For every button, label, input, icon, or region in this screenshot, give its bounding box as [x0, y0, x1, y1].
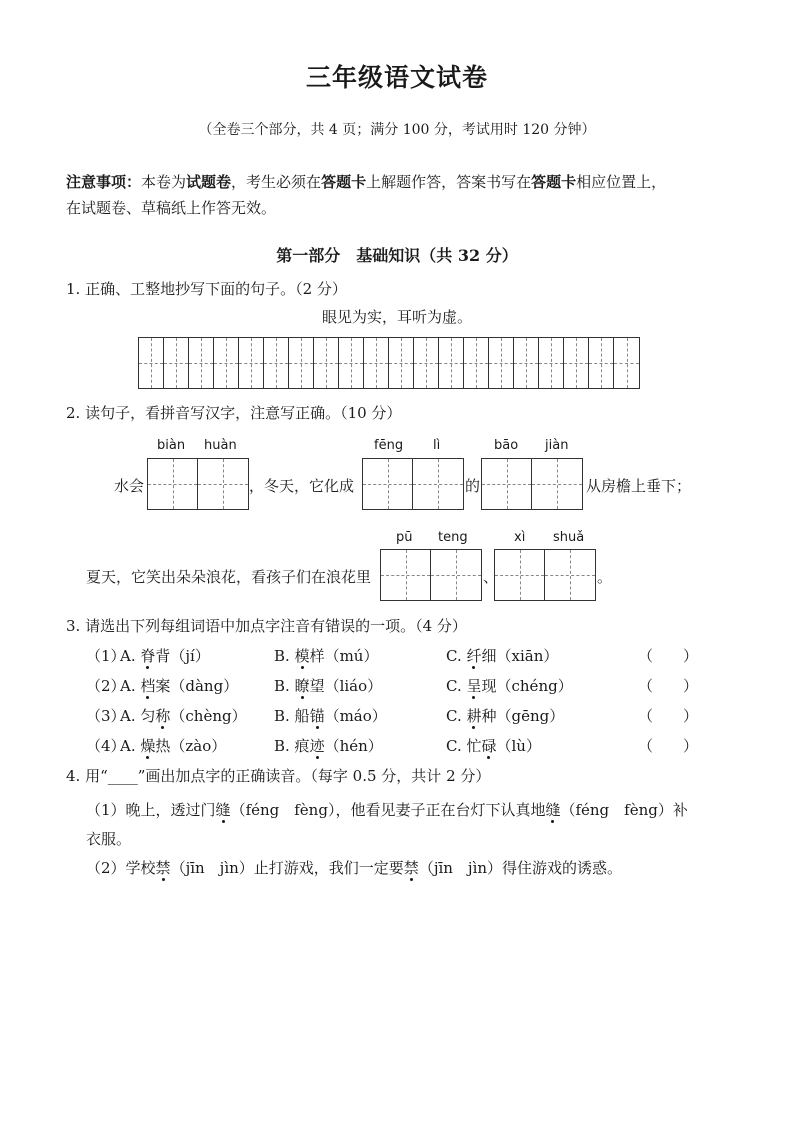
- answer-parentheses[interactable]: （ ）: [638, 677, 699, 695]
- copy-sentence: 眼见为实，耳听为虚。: [321, 308, 472, 326]
- writing-cell[interactable]: [364, 338, 389, 388]
- option-text: 现（chéng）: [481, 677, 573, 695]
- question-4: 4. 用“____”画出加点字的正确读音。（每字 0.5 分，共计 2 分）: [66, 767, 491, 785]
- notice-text: ，考生必须在: [231, 173, 322, 191]
- option-text: B. 船: [274, 707, 310, 725]
- option-text: 样（mú）: [309, 647, 379, 665]
- writing-cell[interactable]: [514, 338, 539, 388]
- pinyin-feng: fēng: [374, 438, 404, 453]
- writing-cell[interactable]: [431, 550, 481, 600]
- pinyin-jian: jiàn: [545, 438, 569, 453]
- dotted-char: 脊: [140, 647, 156, 665]
- option-text: 望（liáo）: [309, 677, 383, 695]
- answer-parentheses[interactable]: （ ）: [638, 647, 699, 665]
- sentence-text: 。: [597, 568, 613, 586]
- writing-cell[interactable]: [539, 338, 564, 388]
- writing-cell[interactable]: [414, 338, 439, 388]
- option-text: C.: [446, 647, 467, 665]
- sentence-text: 从房檐上垂下；: [586, 477, 692, 495]
- writing-cell[interactable]: [564, 338, 589, 388]
- writing-cell[interactable]: [532, 459, 582, 509]
- q3-row-number: （2）: [86, 677, 126, 695]
- exam-title: 三年级语文试卷: [305, 63, 488, 92]
- option-text: （chèng）: [170, 707, 247, 725]
- notice-line-1: [66, 171, 666, 192]
- question-2: 2. 读句子，看拼音写汉字，注意写正确。（10 分）: [66, 404, 402, 422]
- pinyin-bian: biàn: [157, 438, 186, 453]
- writing-cell[interactable]: [264, 338, 289, 388]
- option-text: 种（gēng）: [481, 707, 565, 725]
- sentence-text: 、: [483, 568, 499, 586]
- writing-cell[interactable]: [495, 550, 545, 600]
- notice-bold: 试题卷: [186, 173, 232, 191]
- writing-cell[interactable]: [239, 338, 264, 388]
- option-text: （hén）: [324, 737, 383, 755]
- q4-text[interactable]: （féng fèng），他看见妻子正在台灯下认真地: [230, 801, 546, 819]
- option-text: （lù）: [496, 737, 541, 755]
- writing-cell[interactable]: [589, 338, 614, 388]
- notice-bold: 答题卡: [531, 173, 577, 191]
- option-text: （máo）: [324, 707, 387, 725]
- q3-row-number: （4）: [86, 737, 126, 755]
- dotted-char: 禁: [155, 859, 171, 877]
- writing-cell[interactable]: [314, 338, 339, 388]
- notice-text: 上解题作答，答案书写在: [366, 173, 532, 191]
- pinyin-xi: xì: [514, 530, 526, 545]
- answer-parentheses[interactable]: （ ）: [638, 737, 699, 755]
- q3-option-c[interactable]: [446, 705, 564, 726]
- sentence-text: 夏天，它笑出朵朵浪花，看孩子们在浪花里: [86, 568, 372, 586]
- writing-cell[interactable]: [164, 338, 189, 388]
- dotted-char: 耕: [466, 707, 482, 725]
- dotted-char: 迹: [309, 737, 325, 755]
- writing-cell[interactable]: [489, 338, 514, 388]
- pinyin-teng: teng: [438, 530, 468, 545]
- option-text: B.: [274, 677, 295, 695]
- writing-cell[interactable]: [464, 338, 489, 388]
- writing-box-xishua[interactable]: [494, 549, 596, 601]
- notice-text: 本卷为: [141, 173, 187, 191]
- writing-box-bianhuan[interactable]: [147, 458, 249, 510]
- q3-option-a[interactable]: [120, 675, 238, 696]
- option-text: A.: [120, 647, 141, 665]
- notice-label: 注意事项：: [66, 173, 142, 191]
- writing-cell[interactable]: [289, 338, 314, 388]
- writing-cell[interactable]: [148, 459, 198, 509]
- dotted-char: 档: [140, 677, 156, 695]
- dotted-char: 呈: [466, 677, 482, 695]
- q4-text[interactable]: （jīn jìn）止打游戏，我们一定要: [170, 859, 404, 877]
- q3-option-c[interactable]: [446, 735, 541, 756]
- writing-cell[interactable]: [614, 338, 639, 388]
- notice-text: 相应位置上，: [576, 173, 667, 191]
- exam-subtitle: （全卷三个部分，共 4 页；满分 100 分，考试用时 120 分钟）: [198, 122, 596, 138]
- question-3: 3. 请选出下列每组词语中加点字注音有错误的一项。（4 分）: [66, 617, 467, 635]
- writing-cell[interactable]: [413, 459, 463, 509]
- option-text: 细（xiān）: [481, 647, 559, 665]
- q4-sentence-1-cont: 衣服。: [86, 830, 132, 848]
- pinyin-pu: pū: [396, 530, 413, 545]
- writing-grid-q1[interactable]: [138, 337, 640, 389]
- dotted-char: 禁: [403, 859, 419, 877]
- pinyin-li: lì: [433, 438, 441, 453]
- q4-sentence-1: [86, 799, 688, 820]
- q3-row-number: （3）: [86, 707, 126, 725]
- sentence-text: 的: [465, 477, 481, 495]
- option-text: 案（dàng）: [155, 677, 239, 695]
- q4-text[interactable]: （féng fèng）补: [560, 801, 688, 819]
- dotted-char: 锚: [309, 707, 325, 725]
- writing-cell[interactable]: [381, 550, 431, 600]
- notice-bold: 答题卡: [321, 173, 367, 191]
- dotted-char: 缝: [215, 801, 231, 819]
- option-text: 热（zào）: [155, 737, 227, 755]
- writing-cell[interactable]: [363, 459, 413, 509]
- q3-option-c[interactable]: [446, 675, 573, 696]
- option-text: A.: [120, 677, 141, 695]
- option-text: C.: [446, 677, 467, 695]
- writing-cell[interactable]: [482, 459, 532, 509]
- dotted-char: 碌: [481, 737, 497, 755]
- q3-option-b[interactable]: [274, 705, 387, 726]
- dotted-char: 瞭: [294, 677, 310, 695]
- q3-option-b[interactable]: [274, 645, 378, 666]
- option-text: C.: [446, 707, 467, 725]
- writing-cell[interactable]: [189, 338, 214, 388]
- writing-box-baojian[interactable]: [481, 458, 583, 510]
- option-text: 背（jí）: [155, 647, 210, 665]
- notice-line-2: 在试题卷、草稿纸上作答无效。: [66, 199, 277, 217]
- dotted-char: 模: [294, 647, 310, 665]
- question-1: 1. 正确、工整地抄写下面的句子。（2 分）: [66, 280, 347, 298]
- q3-option-b[interactable]: [274, 735, 383, 756]
- writing-cell[interactable]: [439, 338, 464, 388]
- option-text: A. 匀: [120, 707, 156, 725]
- sentence-text: ，冬天，它化成: [249, 477, 355, 495]
- q4-text[interactable]: （jīn jìn）得住游戏的诱惑。: [418, 859, 623, 877]
- dotted-char: 纤: [466, 647, 482, 665]
- writing-box-puteng[interactable]: [380, 549, 482, 601]
- option-text: B.: [274, 647, 295, 665]
- q3-option-a[interactable]: [120, 705, 247, 726]
- answer-parentheses[interactable]: （ ）: [638, 707, 699, 725]
- q3-option-b[interactable]: [274, 675, 382, 696]
- pinyin-bao: bāo: [494, 438, 519, 453]
- writing-box-fengli[interactable]: [362, 458, 464, 510]
- dotted-char: 缝: [545, 801, 561, 819]
- sentence-text: 水会: [114, 477, 145, 495]
- q4-sentence-2: [86, 857, 622, 878]
- writing-cell[interactable]: [198, 459, 248, 509]
- q4-text: （2）学校: [86, 859, 156, 877]
- writing-cell[interactable]: [214, 338, 239, 388]
- writing-cell[interactable]: [139, 338, 164, 388]
- option-text: B. 痕: [274, 737, 310, 755]
- writing-cell[interactable]: [545, 550, 595, 600]
- dotted-char: 燥: [140, 737, 156, 755]
- option-text: A.: [120, 737, 141, 755]
- q3-option-a[interactable]: [120, 645, 210, 666]
- option-text: C. 忙: [446, 737, 482, 755]
- writing-cell[interactable]: [339, 338, 364, 388]
- pinyin-huan: huàn: [204, 438, 237, 453]
- pinyin-shua: shuǎ: [553, 530, 585, 545]
- q3-row-number: （1）: [86, 647, 126, 665]
- q3-option-c[interactable]: [446, 645, 558, 666]
- writing-cell[interactable]: [389, 338, 414, 388]
- part-one-heading: 第一部分 基础知识（共 32 分）: [276, 246, 518, 265]
- dotted-char: 称: [155, 707, 171, 725]
- q3-option-a[interactable]: [120, 735, 226, 756]
- q4-text: （1）晚上，透过门: [86, 801, 216, 819]
